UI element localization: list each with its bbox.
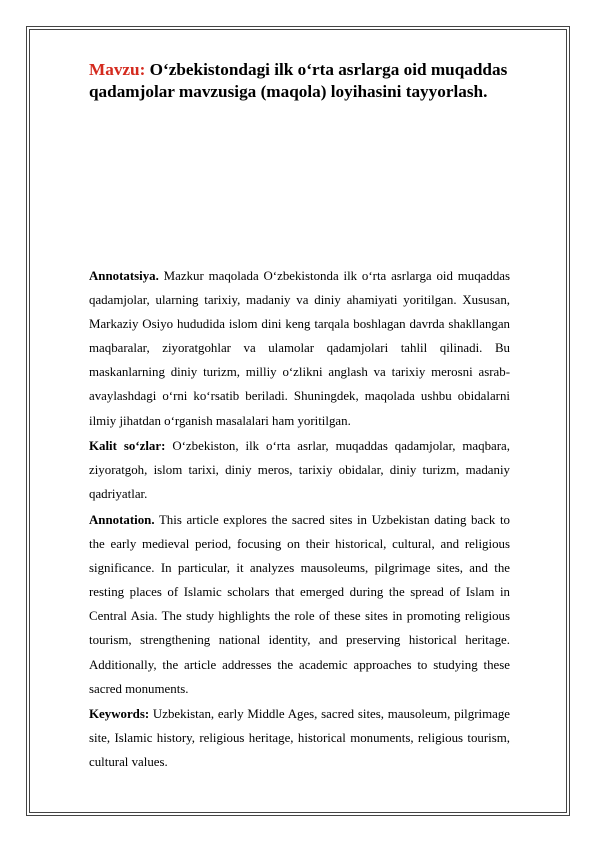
keywords-text: Uzbekistan, early Middle Ages, sacred sites, mausoleum, pilgrimage site, Islamic history, religious heritage, historical monuments, religious tourism, cultural values. [89,707,510,770]
keywords-label: Keywords: [89,707,150,722]
annotatsiya-paragraph [89,264,510,433]
kalit-sozlar-paragraph [89,434,510,506]
document-body [89,264,510,776]
title-label: Mavzu: [89,60,146,79]
kalit-sozlar-text: O‘zbekiston, ilk o‘rta asrlar, muqaddas qadamjolar, maqbara, ziyoratgoh, islom tarixi, diniy meros, tarixiy obidalar, diniy turizm, madaniy qadriyatlar. [89,439,510,502]
annotatsiya-label: Annotatsiya. [89,269,159,283]
annotatsiya-text: Mazkur maqolada O‘zbekistonda ilk o‘rta asrlarga oid muqaddas qadamjolar, ularning tarixiy, madaniy va diniy ahamiyati yoritilgan. Xususan, Markaziy Osiyo hududida islom dini keng tarqala boshlagan davrda shakllangan maqbaralar, ziyoratgohlar va ulamolar qadamjolari tahlil qilinadi. Bu maskanlarning diniy turizm, milliy o‘zlikni anglash va tarixiy merosni asrab-avaylashdagi o‘rni ko‘rsatib beriladi. Shuningdek, maqolada ushbu obidalarni ilmiy jihatdan o‘rganish masalalari ham yoritilgan. [89,269,510,428]
document-title [89,59,549,103]
annotation-text: This article explores the sacred sites in Uzbekistan dating back to the early medieval period, focusing on their historical, cultural, and religious significance. In particular, it analyzes mausoleums, pilgrimage sites, and the resting places of Islamic scholars that emerged during the spread of Islam in Central Asia. The study highlights the role of these sites in promoting religious tourism, strengthening national identity, and preserving historical heritage. Additionally, the article addresses the academic approaches to studying these sacred monuments. [89,512,510,696]
annotation-label: Annotation. [89,512,155,527]
title-text: O‘zbekistondagi ilk o‘rta asrlarga oid muqaddas qadamjolar mavzusiga (maqola) loyihasini tayyorlash. [89,60,508,101]
annotation-paragraph [89,508,510,701]
kalit-sozlar-label: Kalit so‘zlar: [89,439,166,454]
keywords-paragraph [89,702,510,774]
